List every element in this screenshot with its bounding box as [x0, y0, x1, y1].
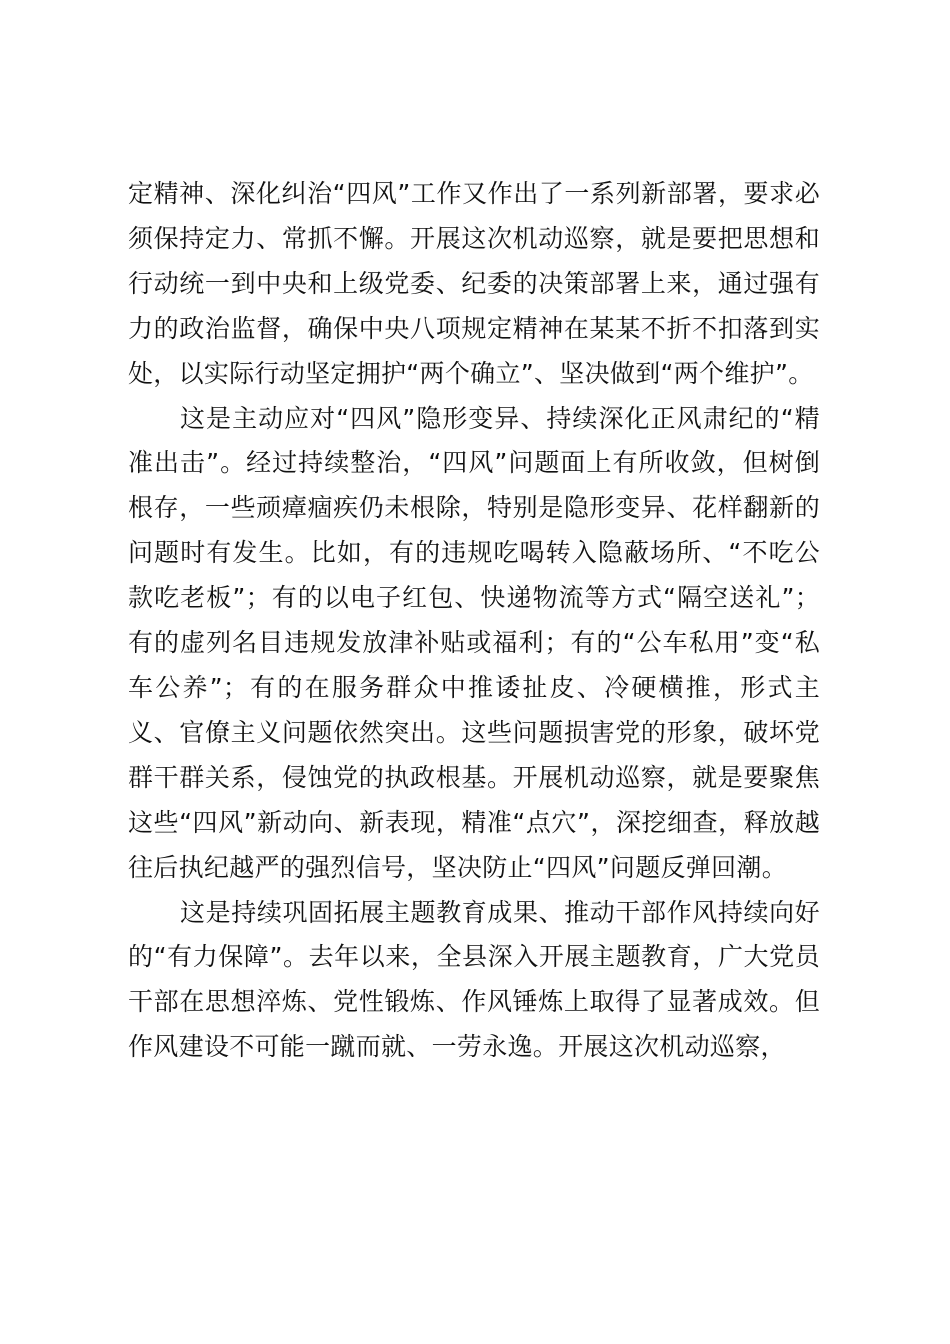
- paragraph-strong-guarantee: 这是持续巩固拓展主题教育成果、推动干部作风持续向好的“有力保障”。去年以来，全县深入开展主题教育，广大党员干部在思想淬炼、党性锻炼、作风锤炼上取得了显著成效。但作风建设不可能一蹴而就、一劳永逸。开展这次机动巡察，: [128, 897, 820, 1062]
- document-body: [128, 172, 820, 1070]
- paragraph-continuation: 定精神、深化纠治“四风”工作又作出了一系列新部署，要求必须保持定力、常抓不懈。开展这次机动巡察，就是要把思想和行动统一到中央和上级党委、纪委的决策部署上来，通过强有力的政治监督，确保中央八项规定精神在某某不折不扣落到实处，以实际行动坚定拥护“两个确立”、坚决做到“两个维护”。: [128, 179, 820, 388]
- paragraph-precise-strike: 这是主动应对“四风”隐形变异、持续深化正风肃纪的“精准出击”。经过持续整治，“四风”问题面上有所收敛，但树倒根存，一些顽瘴痼疾仍未根除，特别是隐形变异、花样翻新的问题时有发生。比如，有的违规吃喝转入隐蔽场所、“不吃公款吃老板”；有的以电子红包、快递物流等方式“隔空送礼”；有的虚列名目违规发放津补贴或福利；有的“公车私用”变“私车公养”；有的在服务群众中推诿扯皮、冷硬横推，形式主义、官僚主义问题依然突出。这些问题损害党的形象，破坏党群干群关系，侵蚀党的执政根基。开展机动巡察，就是要聚焦这些“四风”新动向、新表现，精准“点穴”，深挖细查，释放越往后执纪越严的强烈信号，坚决防止“四风”问题反弹回潮。: [128, 403, 820, 882]
